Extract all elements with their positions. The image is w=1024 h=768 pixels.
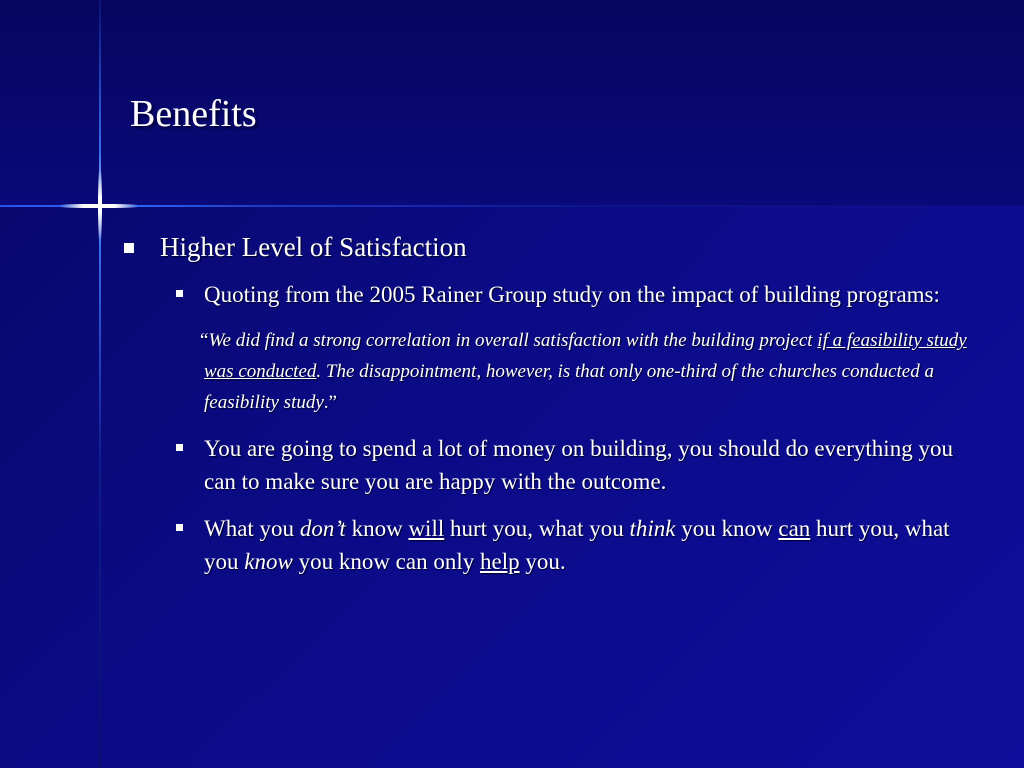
emphasis-know: know — [244, 549, 293, 574]
text-run: know — [345, 516, 409, 541]
slide-title: Benefits — [130, 93, 257, 135]
text-run: What you — [204, 516, 300, 541]
sub-bullet-quoting — [120, 278, 980, 311]
text-run: you know can only — [292, 549, 480, 574]
text-run: hurt you, what you — [444, 516, 630, 541]
text-run: you know — [675, 516, 779, 541]
vertical-divider-line — [99, 0, 101, 768]
sub-bullet-text — [204, 516, 950, 574]
underlined-can: can — [778, 516, 811, 541]
quote-text-part1: We did find a strong correlation in overall satisfaction with the building project — [208, 330, 818, 351]
underlined-will: will — [408, 516, 445, 541]
cross-highlight-vertical — [98, 170, 102, 240]
quote-block — [120, 325, 980, 418]
sub-bullet-spend — [120, 432, 980, 498]
square-bullet-icon — [176, 444, 183, 451]
emphasis-think: think — [629, 516, 676, 541]
slide-content — [120, 228, 980, 578]
emphasis-dont: don’t — [299, 516, 346, 541]
horizontal-divider-line — [0, 205, 1024, 207]
bullet-level1-text: Higher Level of Satisfaction — [160, 232, 467, 262]
underlined-help: help — [479, 549, 520, 574]
quote-open-mark: “ — [200, 330, 209, 351]
text-run: hurt you, what you — [204, 516, 950, 574]
quote-underlined-text: if a feasibility study was conducted — [204, 330, 967, 382]
sub-bullet-text: You are going to spend a lot of money on building, you should do everything you can to make sure you are happy with the outcome. — [204, 436, 953, 494]
quote-period: . — [323, 392, 329, 413]
sub-bullet-know — [120, 512, 980, 578]
sub-bullet-text: Quoting from the 2005 Rainer Group study on the impact of building programs: — [204, 282, 940, 307]
bullet-level1 — [120, 228, 980, 266]
square-bullet-icon — [124, 243, 134, 253]
quote-close-mark: ” — [328, 392, 337, 413]
text-run: you. — [519, 549, 566, 574]
square-bullet-icon — [176, 290, 183, 297]
square-bullet-icon — [176, 524, 183, 531]
quote-text-part2: . The disappointment, however, is that only one-third of the churches conducted a feasibility study — [204, 361, 934, 413]
